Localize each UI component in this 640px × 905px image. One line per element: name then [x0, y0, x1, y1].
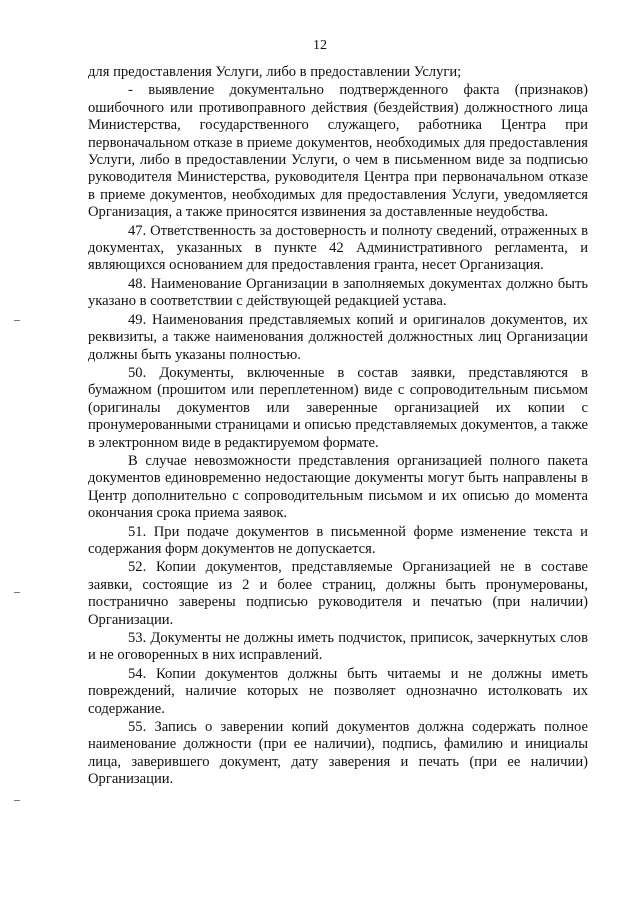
paragraph-52: 52. Копии документов, представляемые Организацией не в составе заявки, состоящие из 2 и более страниц, должны быть пронумерованы, постранично заверены подписью руководителя и печатью (при наличии) Организации.: [88, 559, 588, 628]
paragraph-47: 47. Ответственность за достоверность и полноту сведений, отраженных в документах, указанных в пункте 42 Административного регламента, и являющихся основанием для предоставления гранта, несет Организация.: [88, 222, 588, 274]
paragraph-bullet-error: - выявление документально подтвержденного факта (признаков) ошибочного или противоправного действия (бездействия) должностного лица Министерства, государственного служащего, работника Центра при первоначальном отказе в приеме документов, необходимых для предоставления Услуги, либо в предоставлении Услуги, о чем в письменном виде за подписью руководителя Министерства, руководителя Центра при первоначальном отказе в приеме документов, необходимых для предоставления Услуги, уведомляется Организация, а также приносятся извинения за доставленные неудобства.: [88, 82, 588, 221]
paragraph-54: 54. Копии документов должны быть читаемы и не должны иметь повреждений, наличие которых не позволяет однозначно истолковать их содержание.: [88, 665, 588, 717]
margin-mark: [14, 800, 20, 801]
paragraph-49: 49. Наименования представляемых копий и оригиналов документов, их реквизиты, а также наименования должностей должностных лиц Организации должны быть указаны полностью.: [88, 311, 588, 363]
paragraph-53: 53. Документы не должны иметь подчисток, приписок, зачеркнутых слов и не оговоренных в них исправлений.: [88, 630, 588, 664]
paragraph-50: 50. Документы, включенные в состав заявки, представляются в бумажном (прошитом или переплетенном) виде с сопроводительным письмом (оригиналы документов или заверенные организацией их копии с пронумерованными страницами и описью представляемых документов, а также в электронном виде в редактируемом формате.: [88, 364, 588, 451]
paragraph-continuation: для предоставления Услуги, либо в предоставлении Услуги;: [88, 64, 462, 80]
paragraph-55: 55. Запись о заверении копий документов должна содержать полное наименование должности (при ее наличии), подпись, фамилию и инициалы лица, заверившего документ, дату заверения и печать (при ее наличии) Организации.: [88, 719, 588, 788]
paragraph-48: 48. Наименование Организации в заполняемых документах должно быть указано в соответствии с действующей редакцией устава.: [88, 275, 588, 310]
document-body: [88, 64, 588, 790]
margin-mark: [14, 320, 20, 321]
margin-mark: [14, 592, 20, 593]
paragraph-51: 51. При подаче документов в письменной форме изменение текста и содержания форм документов не допускается.: [88, 523, 588, 557]
paragraph-50-continued: В случае невозможности представления организацией полного пакета документов единовременно недостающие документы могут быть направлены в Центр дополнительно с сопроводительным письмом и их описью до момента окончания срока приема заявок.: [88, 452, 588, 522]
page-number: 12: [313, 38, 327, 53]
